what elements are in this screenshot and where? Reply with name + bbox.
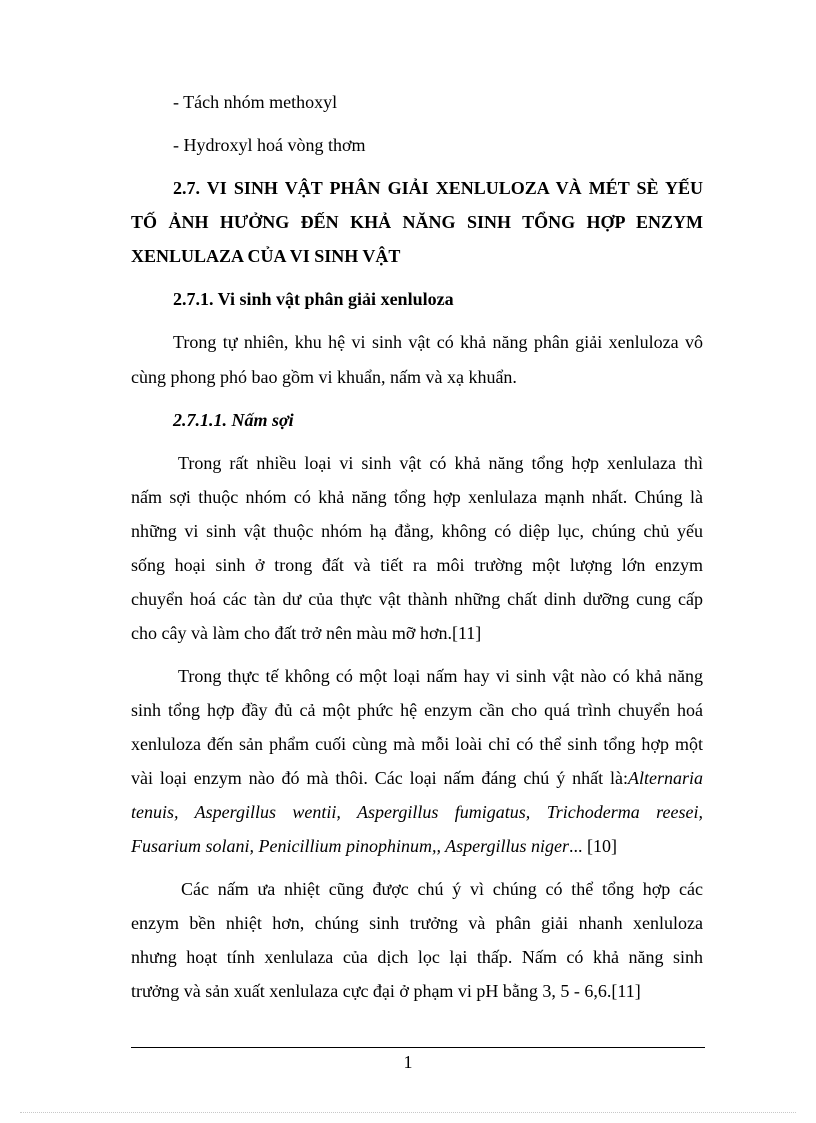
section-heading-line: 2.7. VI SINH VẬT PHÂN GIẢI XENLULOZA VÀ MÉT SÈ YẾU: [173, 178, 703, 198]
paragraph-line: cùng phong phó bao gồm vi khuẩn, nấm và xạ khuẩn.: [131, 367, 517, 387]
paragraph-line: nhưng hoạt tính xenlulaza của dịch lọc lại thấp. Nấm có khả năng sinh: [131, 947, 703, 967]
paragraph-text: vài loại enzym nào đó mà thôi. Các loại nấm đáng chú ý nhất là:: [131, 768, 628, 788]
paragraph-line: cho cây và làm cho đất trở nên màu mỡ hơn.[11]: [131, 623, 482, 643]
subsubsection-heading: 2.7.1.1. Nấm sợi: [173, 410, 294, 430]
page-number: 1: [403, 1052, 413, 1072]
paragraph-line: Các nấm ưa nhiệt cũng được chú ý vì chúng có thể tổng hợp các: [181, 879, 703, 899]
paragraph-line: chuyển hoá các tàn dư của thực vật thành những chất dinh dưỡng cung cấp: [131, 589, 703, 609]
paragraph-line: [131, 767, 703, 789]
paragraph-line: nấm sợi thuộc nhóm có khả năng tổng hợp xenlulaza mạnh nhất. Chúng là: [131, 487, 703, 507]
species-list: tenuis, Aspergillus wentii, Aspergillus fumigatus, Trichoderma reesei,: [131, 802, 703, 822]
subsection-heading: 2.7.1. Vi sinh vật phân giải xenluloza: [173, 289, 454, 309]
species-list: Fusarium solani, Penicillium pinophinum,, Aspergillus niger: [131, 836, 569, 856]
citation: ... [10]: [569, 836, 617, 856]
paragraph-line: enzym bền nhiệt hơn, chúng sinh trưởng và phân giải nhanh xenluloza: [131, 913, 703, 933]
footer-rule: [131, 1047, 705, 1048]
paragraph-line: sinh tổng hợp đầy đủ cả một phức hệ enzym cần cho quá trình chuyển hoá: [131, 700, 703, 720]
paragraph-line: Trong rất nhiều loại vi sinh vật có khả năng tổng hợp xenlulaza thì: [178, 453, 703, 473]
paragraph-line: Trong thực tế không có một loại nấm hay vi sinh vật nào có khả năng: [178, 666, 703, 686]
section-heading-line: XENLULAZA CỦA VI SINH VẬT: [131, 246, 401, 266]
bullet-item: - Hydroxyl hoá vòng thơm: [173, 135, 366, 155]
paragraph-line: những vi sinh vật thuộc nhóm hạ đẳng, không có diệp lục, chúng chủ yếu: [131, 521, 703, 541]
species-name: Alternaria: [628, 768, 703, 788]
paragraph-line: trưởng và sản xuất xenlulaza cực đại ở phạm vi pH bằng 3, 5 - 6,6.[11]: [131, 981, 641, 1001]
paragraph-line: sống hoại sinh ở trong đất và tiết ra môi trường một lượng lớn enzym: [131, 555, 703, 575]
paragraph-line: [131, 835, 703, 857]
page-bottom-dotted-border: [20, 1112, 796, 1113]
paragraph-line: xenluloza đến sản phẩm cuối cùng mà mỗi loài chỉ có thể sinh tổng hợp một: [131, 734, 703, 754]
section-heading-line: TỐ ẢNH HƯỞNG ĐẾN KHẢ NĂNG SINH TỔNG HỢP ENZYM: [131, 212, 703, 232]
bullet-item: - Tách nhóm methoxyl: [173, 92, 338, 112]
paragraph-line: [131, 801, 703, 823]
paragraph-line: Trong tự nhiên, khu hệ vi sinh vật có khả năng phân giải xenluloza vô: [173, 332, 703, 352]
